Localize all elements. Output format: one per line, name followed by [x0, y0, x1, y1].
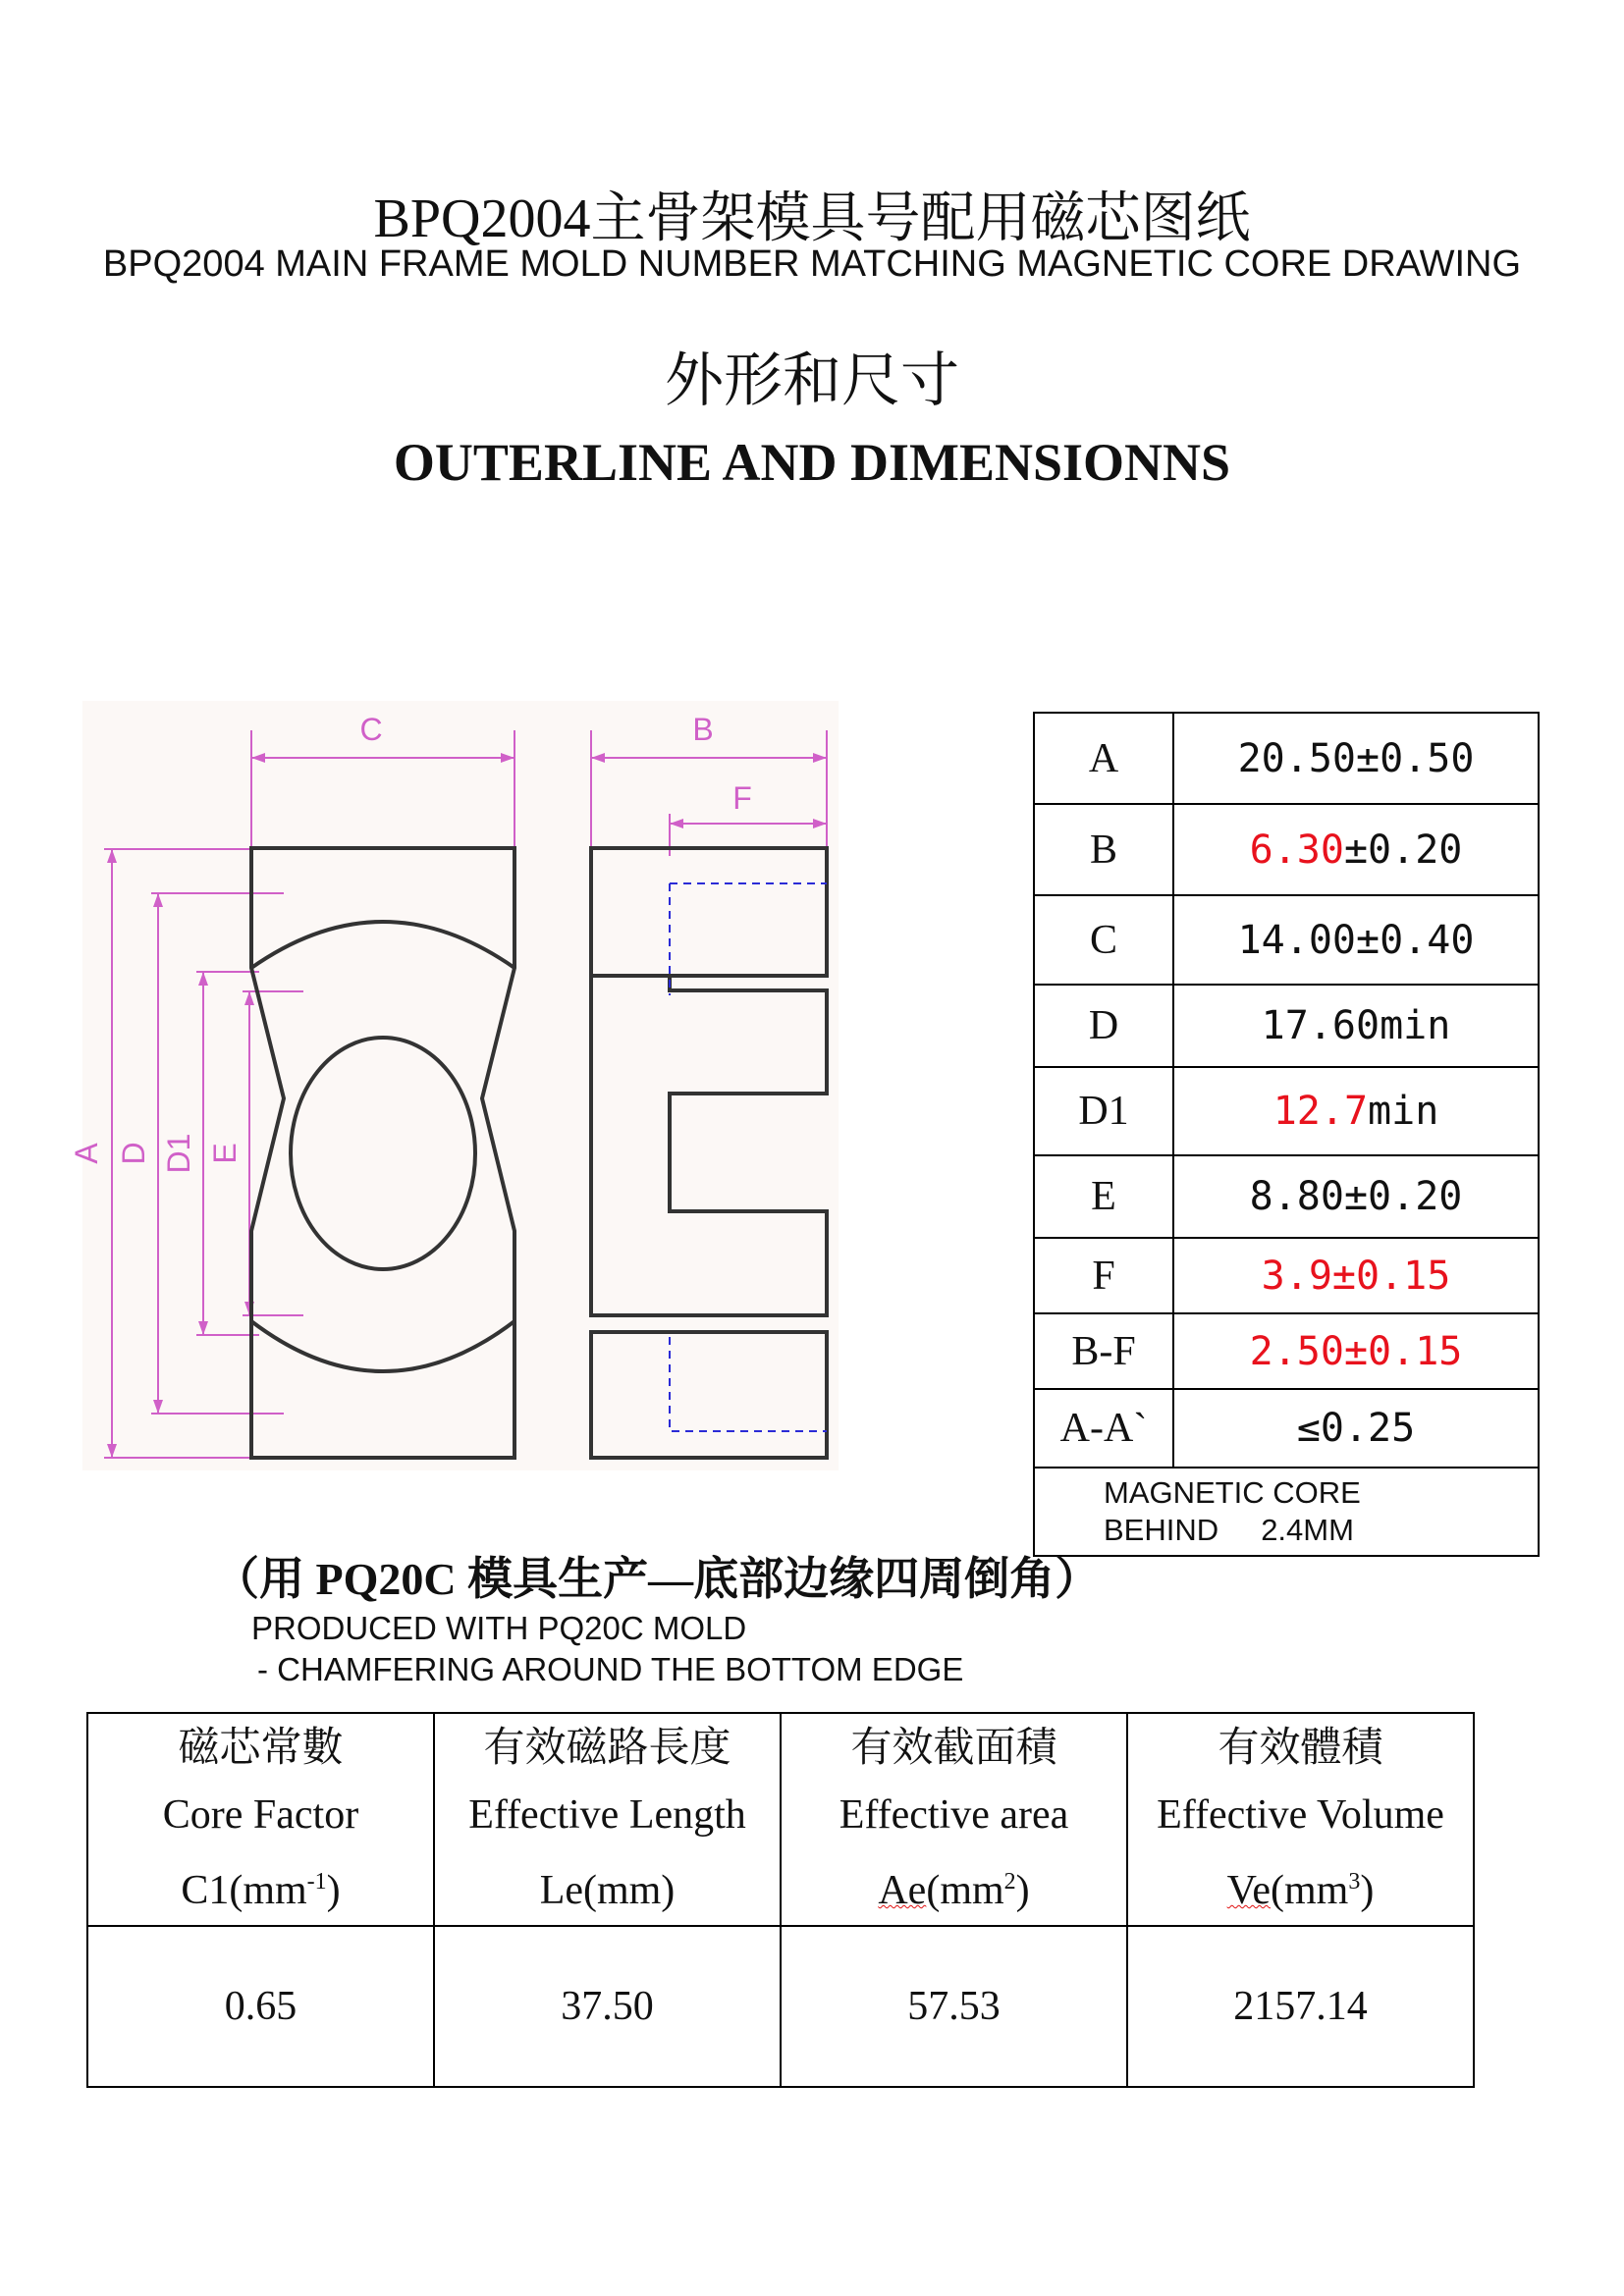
dimension-row — [1034, 1238, 1539, 1313]
magnetic-core-note — [1034, 1468, 1539, 1556]
parameter-unit — [436, 1848, 779, 1924]
parameter-header-row — [87, 1713, 1474, 1926]
dimension-row — [1034, 1313, 1539, 1389]
dimension-nominal: 6.30 — [1249, 827, 1344, 873]
dimension-row — [1034, 804, 1539, 895]
parameter-unit — [89, 1848, 432, 1924]
dimension-tolerance: min — [1368, 1089, 1439, 1134]
parameter-unit-close: ) — [1015, 1868, 1030, 1913]
parameter-name-en: Effective area — [839, 1792, 1069, 1838]
parameter-header — [434, 1713, 781, 1926]
parameter-symbol: Le — [539, 1868, 583, 1913]
section-title-en: OUTERLINE AND DIMENSIONNS — [393, 433, 1231, 492]
parameter-unit-text: (mm — [926, 1868, 1004, 1913]
parameter-value: 37.50 — [434, 1926, 781, 2087]
dimension-nominal: ≤0.25 — [1296, 1406, 1416, 1451]
dimension-tolerance: ±0.40 — [1356, 917, 1475, 963]
dimension-row — [1034, 985, 1539, 1067]
note-line1: MAGNETIC CORE — [1104, 1475, 1361, 1510]
dimension-key: A — [1034, 713, 1173, 804]
dimension-key: D — [1034, 985, 1173, 1067]
dimension-key: D1 — [1034, 1067, 1173, 1155]
caption-en-line1: PRODUCED WITH PQ20C MOLD — [251, 1610, 747, 1646]
dimension-note-row — [1034, 1468, 1539, 1556]
dimension-value — [1173, 804, 1539, 895]
dimension-nominal: 14.00 — [1237, 917, 1356, 963]
dimension-table — [1033, 712, 1540, 1557]
label-a: A — [69, 1143, 104, 1164]
parameter-value-row — [87, 1926, 1474, 2087]
parameter-value: 2157.14 — [1127, 1926, 1474, 2087]
dimension-value — [1173, 1313, 1539, 1389]
section-title-cn: 外形和尺寸 — [665, 348, 959, 413]
dimension-tolerance: ±0.50 — [1356, 735, 1475, 781]
parameter-value: 57.53 — [781, 1926, 1127, 2087]
dimension-value — [1173, 1155, 1539, 1238]
parameter-unit — [783, 1848, 1125, 1924]
note-line2: BEHIND 2.4MM — [1104, 1513, 1354, 1547]
page-title-en: BPQ2004 MAIN FRAME MOLD NUMBER MATCHING MAGNETIC CORE DRAWING — [102, 243, 1522, 285]
caption-cn: （用 PQ20C 模具生产—底部边缘四周倒角） — [214, 1554, 1101, 1604]
core-outline-drawing — [69, 701, 839, 1470]
label-b: B — [692, 712, 714, 747]
label-d: D — [116, 1142, 151, 1165]
dimension-row — [1034, 1067, 1539, 1155]
dimension-tolerance: ±0.20 — [1343, 1174, 1463, 1219]
parameter-unit-close: ) — [326, 1868, 341, 1913]
dimension-value — [1173, 1389, 1539, 1468]
dimension-value — [1173, 713, 1539, 804]
dimension-row — [1034, 1155, 1539, 1238]
dimension-value — [1173, 1238, 1539, 1313]
dimension-row — [1034, 713, 1539, 804]
parameter-value: 0.65 — [87, 1926, 434, 2087]
parameter-unit-exponent: 3 — [1348, 1869, 1361, 1895]
dimension-tolerance: ±0.15 — [1331, 1253, 1451, 1299]
dimension-value — [1173, 1067, 1539, 1155]
parameter-name-en: Core Factor — [162, 1792, 359, 1838]
parameter-unit — [1129, 1848, 1472, 1924]
dimension-nominal: 2.50 — [1249, 1328, 1344, 1374]
parameter-name-cn: 有效體積 — [1218, 1726, 1383, 1771]
parameter-name-cn: 磁芯常數 — [178, 1726, 344, 1771]
caption-en-line2: - CHAMFERING AROUND THE BOTTOM EDGE — [257, 1651, 964, 1687]
dimension-key: B-F — [1034, 1313, 1173, 1389]
dimension-value — [1173, 895, 1539, 985]
parameter-symbol: C1 — [181, 1868, 230, 1913]
parameter-unit-close: ) — [1360, 1868, 1375, 1913]
parameter-unit-exponent: -1 — [306, 1869, 327, 1895]
dimension-row — [1034, 895, 1539, 985]
parameter-unit-text: (mm) — [582, 1868, 676, 1913]
parameter-symbol: Ve — [1226, 1868, 1271, 1913]
dimension-tolerance: ±0.15 — [1343, 1328, 1463, 1374]
parameter-symbol: Ae — [878, 1868, 927, 1913]
dimension-value — [1173, 985, 1539, 1067]
parameter-header — [87, 1713, 434, 1926]
parameter-name-en: Effective Volume — [1157, 1792, 1444, 1838]
parameter-name-cn: 有效磁路長度 — [483, 1726, 731, 1771]
parameter-unit-text: (mm — [1271, 1868, 1349, 1913]
dimension-nominal: 17.60min — [1261, 1003, 1451, 1048]
dimension-nominal: 20.50 — [1237, 735, 1356, 781]
parameter-header — [1127, 1713, 1474, 1926]
dimension-key: B — [1034, 804, 1173, 895]
dimension-key: F — [1034, 1238, 1173, 1313]
dimension-tolerance: ±0.20 — [1343, 827, 1463, 873]
label-d1: D1 — [161, 1133, 196, 1174]
dimension-nominal: 8.80 — [1249, 1174, 1344, 1219]
label-c: C — [359, 712, 383, 747]
parameter-unit-text: (mm — [229, 1868, 307, 1913]
parameter-name-en: Effective Length — [468, 1792, 746, 1838]
page-title-cn: BPQ2004主骨架模具号配用磁芯图纸 — [373, 188, 1251, 249]
core-parameter-table — [86, 1712, 1475, 2088]
dimension-row — [1034, 1389, 1539, 1468]
dimension-nominal: 3.9 — [1261, 1253, 1332, 1299]
parameter-unit-exponent: 2 — [1003, 1869, 1016, 1895]
parameter-name-cn: 有效截面積 — [850, 1726, 1057, 1771]
dimension-nominal: 12.7 — [1272, 1089, 1369, 1134]
label-e: E — [207, 1143, 243, 1164]
label-f: F — [732, 780, 752, 816]
dimension-key: E — [1034, 1155, 1173, 1238]
dimension-key: A-A` — [1034, 1389, 1173, 1468]
parameter-header — [781, 1713, 1127, 1926]
dimension-key: C — [1034, 895, 1173, 985]
